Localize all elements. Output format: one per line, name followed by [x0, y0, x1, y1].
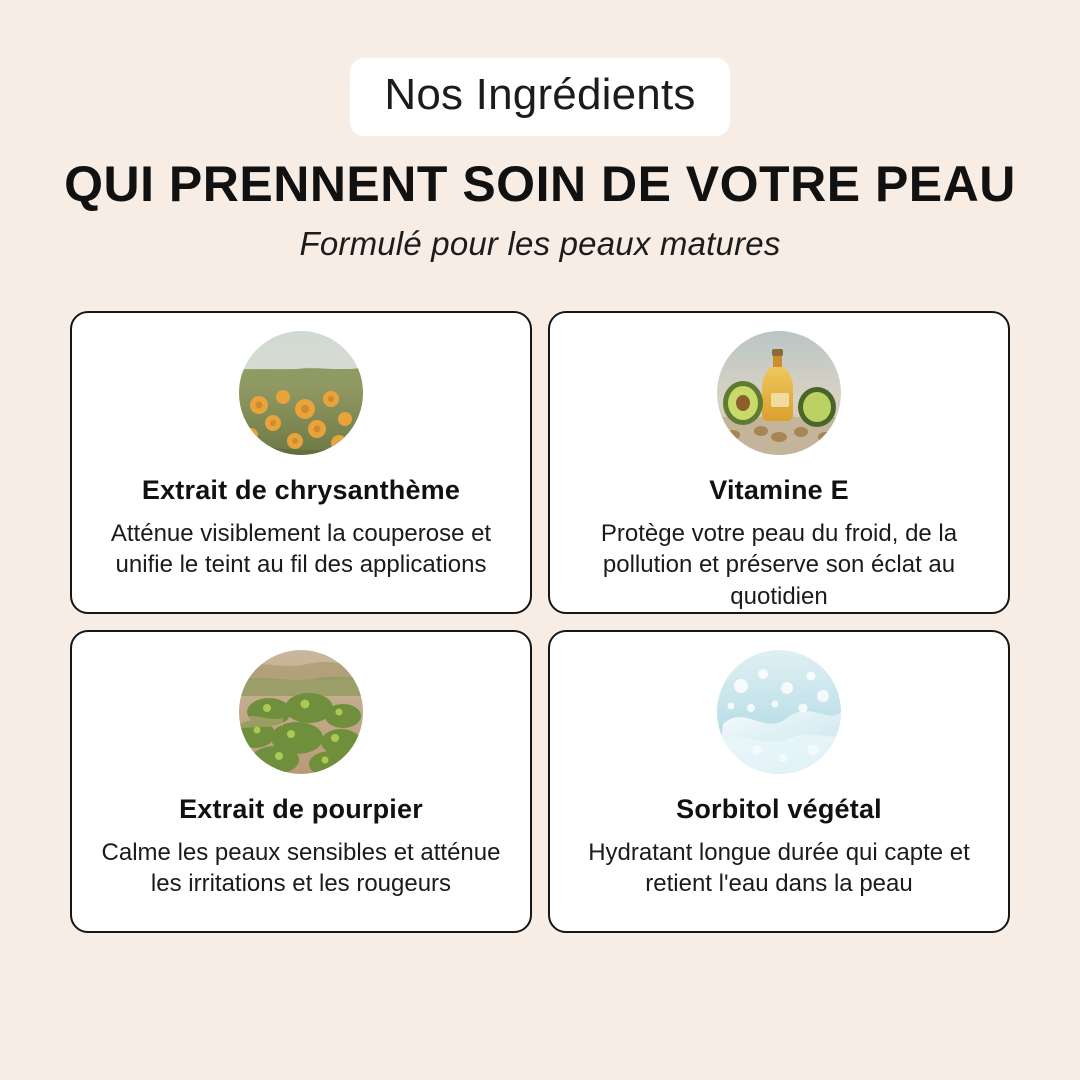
eyebrow-wrap: [0, 58, 1080, 136]
avocado-oil-bottle-photo: [717, 331, 841, 455]
water-gel-droplets-photo: [717, 650, 841, 774]
ingredient-card: [70, 630, 532, 933]
ingredient-card: [548, 311, 1010, 614]
ingredient-description: Calme les peaux sensibles et atténue les irritations et les rougeurs: [101, 838, 501, 898]
page-title: QUI PRENNENT SOIN DE VOTRE PEAU: [64, 156, 1016, 213]
page-subtitle: Formulé pour les peaux matures: [299, 224, 781, 262]
purslane-plant-field-photo: [239, 650, 363, 774]
ingredient-card: [548, 630, 1010, 933]
chrysanthemum-field-photo: [239, 331, 363, 455]
ingredient-title: Vitamine E: [709, 474, 849, 505]
ingredient-card: [70, 311, 532, 614]
ingredient-card-grid: [70, 311, 1010, 933]
eyebrow-badge: Nos Ingrédients: [350, 58, 729, 136]
ingredient-title: Extrait de pourpier: [179, 793, 423, 824]
ingredient-description: Atténue visiblement la couperose et unifie le teint au fil des applications: [110, 519, 492, 579]
ingredient-title: Extrait de chrysanthème: [141, 474, 461, 505]
ingredient-description: Protège votre peau du froid, de la pollution et préserve son éclat au quotidien: [600, 519, 958, 611]
ingredient-title: Sorbitol végétal: [676, 793, 882, 824]
ingredient-description: Hydratant longue durée qui capte et retient l'eau dans la peau: [588, 838, 970, 898]
header: [0, 0, 1080, 263]
